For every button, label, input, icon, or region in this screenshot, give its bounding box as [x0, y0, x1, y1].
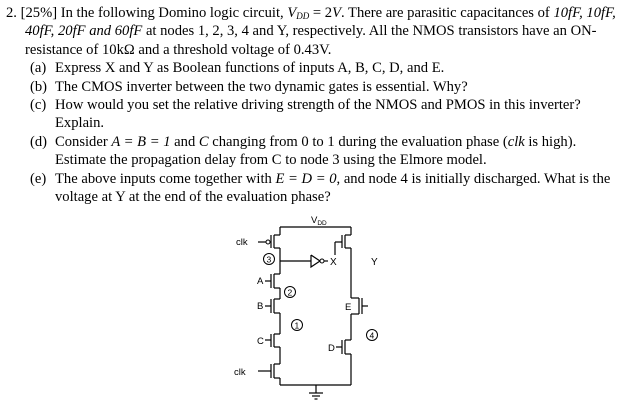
question-a [6, 59, 628, 77]
input-a-label: A [257, 276, 264, 287]
question-label: (a) [30, 60, 47, 77]
node-2-label: 2 [287, 287, 293, 298]
stem-text-d: at nodes 1, 2, 3, 4 and Y, respectively. All the NMOS transistors have an ON-resistance of [25, 23, 597, 58]
clk-top-label: clk [236, 237, 248, 248]
problem-weight: [25%] [20, 5, 58, 21]
y-label: Y [371, 257, 378, 268]
question-text-post: changing from 0 to 1 during the evaluation phase ( [208, 133, 508, 150]
vdd-symbol: V [287, 5, 297, 21]
input-e-label: E [345, 302, 352, 313]
capacitance-list: 10fF, 10fF, 40fF, 20fF and 60fF [25, 5, 616, 40]
problem-number: 2. [6, 5, 17, 21]
domino-circuit-diagram [220, 214, 400, 402]
inverter-bubble [320, 259, 324, 263]
node-4-label: 4 [369, 330, 375, 341]
inverter-triangle [311, 255, 320, 267]
input-d-label: D [328, 343, 335, 354]
question-text-pre: The above inputs come together with [55, 170, 276, 187]
question-text-post: , and node 4 is initially discharged. What is the voltage at Y at the end of the evaluation phase? [55, 170, 611, 206]
question-text-mid: and [170, 133, 199, 150]
problem-text [6, 4, 628, 206]
question-label: (d) [30, 133, 48, 150]
question-text: How would you set the relative driving strength of the NMOS and PMOS in this inverter? Explain. [55, 97, 581, 132]
question-text: The CMOS inverter between the two dynamic gates is essential. Why? [55, 78, 468, 95]
resistance-value: 10kΩ [102, 41, 135, 58]
input-c-label: C [257, 336, 264, 347]
input-b-label: B [257, 301, 264, 312]
question-label: (c) [30, 97, 47, 114]
question-c [6, 96, 628, 133]
node-3-label: 3 [266, 254, 272, 265]
vdd-subscript: DD [296, 11, 310, 21]
question-text-pre: Consider [55, 133, 112, 150]
clock-symbol: clk [507, 133, 525, 150]
input-condition: A = B = 1 [111, 133, 171, 150]
problem-stem [6, 4, 628, 59]
clk-bottom-label: clk [234, 367, 246, 378]
question-e [6, 170, 628, 207]
question-label: (e) [30, 170, 47, 187]
question-label: (b) [30, 78, 48, 95]
stem-text-b: = 2 [309, 5, 333, 21]
node-1-label: 1 [294, 320, 300, 331]
x-label: X [330, 257, 337, 268]
stem-text-a: In the following Domino logic circuit, [60, 5, 288, 21]
stem-text-e: and a threshold voltage of 0.43V. [134, 41, 332, 58]
question-d [6, 133, 628, 170]
question-text-tail: is high). Estimate the propagation delay from C to node 3 using the Elmore model. [55, 133, 577, 169]
input-condition: E = D = 0 [275, 170, 337, 187]
question-text: Express X and Y as Boolean functions of inputs A, B, C, D, and E. [55, 60, 445, 77]
stem-text-c: . There are parasitic capacitances of [341, 5, 554, 21]
vdd-label: $V_{DD}$ [311, 215, 327, 227]
question-b [6, 78, 628, 96]
pmos-bubble [266, 240, 270, 244]
input-variable: C [198, 133, 209, 150]
volt-unit: V [332, 5, 341, 21]
